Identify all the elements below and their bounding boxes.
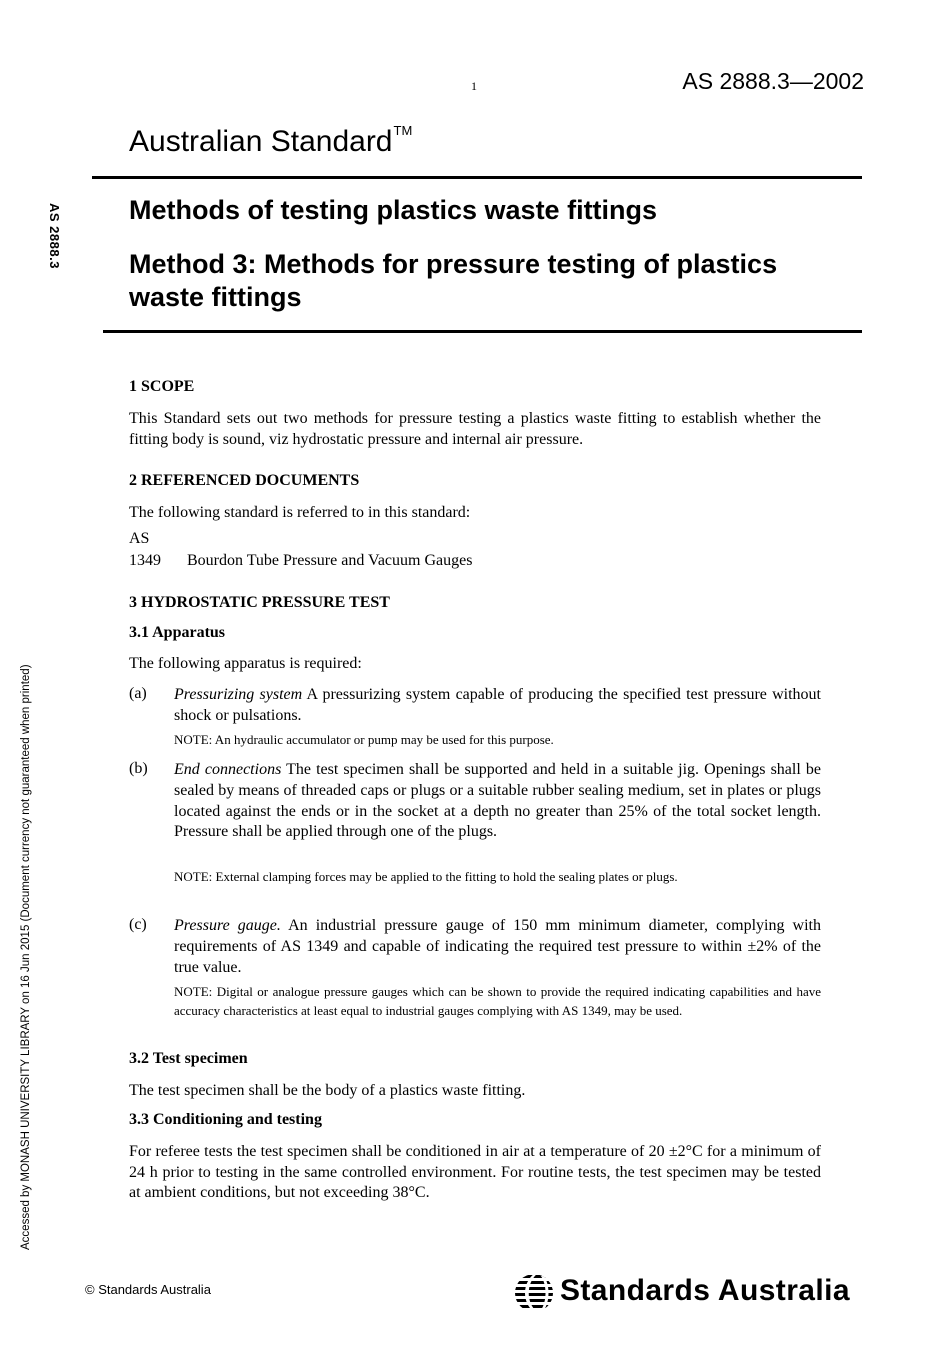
item-b-term: End connections — [174, 761, 282, 778]
item-c-term: Pressure gauge. — [174, 917, 281, 934]
document-title: Methods of testing plastics waste fittings — [129, 195, 658, 225]
refs-prefix: AS — [129, 530, 150, 547]
item-c-letter: (c) — [129, 916, 147, 933]
standards-australia-globe-icon — [514, 1273, 554, 1318]
item-c-text — [174, 916, 821, 978]
refs-title: Bourdon Tube Pressure and Vacuum Gauges — [187, 552, 473, 569]
scope-text: This Standard sets out two methods for pressure testing a plastics waste fitting to establish whether the fitting body is sound, viz hydrostatic pressure and internal air pressure. — [129, 410, 821, 448]
item-a-body: A pressurizing system capable of producing the specified test pressure without shock or pulsations. — [174, 686, 821, 724]
apparatus-heading: 3.1 Apparatus — [129, 624, 226, 641]
standard-number: AS 2888.3—2002 — [682, 68, 864, 94]
logo-wordmark: Standards Australia — [560, 1274, 850, 1307]
item-a-letter: (a) — [129, 685, 147, 702]
bottom-rule — [103, 330, 862, 333]
refs-intro: The following standard is referred to in this standard: — [129, 504, 471, 521]
item-a-text — [174, 685, 821, 727]
top-rule — [92, 176, 862, 179]
item-c-note: NOTE: Digital or analogue pressure gauges which can be shown to provide the required indicating capabilities and have accuracy characteristics at least equal to industrial gauges complying with AS 1349, may be used. — [174, 984, 821, 1018]
conditioning-text: For referee tests the test specimen shall be conditioned in air at a temperature of 20 ±2°C for a minimum of 24 h prior to testing in the same controlled environment. For routine tests, the test specimen may be tested at ambient conditions, but not exceeding 38°C. — [129, 1143, 821, 1201]
footer-copyright: © Standards Australia — [85, 1282, 211, 1297]
item-b-note: NOTE: External clamping forces may be applied to the fitting to hold the sealing plates or plugs. — [174, 869, 678, 884]
trademark-mark: TM — [393, 123, 413, 138]
conditioning-heading: 3.3 Conditioning and testing — [129, 1111, 322, 1128]
item-b-body: The test specimen shall be supported and held in a suitable jig. Openings shall be sealed by means of threaded caps or plugs or a suitable rubber sealing medium, set in plates or plugs located against the ends or in the socket at a depth no greater than 25% of the total socket length. Pressure shall be applied through one of the plugs. — [174, 761, 821, 841]
access-notice: Accessed by MONASH UNIVERSITY LIBRARY on 16 Jun 2015 (Document currency not guaranteed when printed) — [20, 664, 32, 1250]
spine-label: AS 2888.3 — [47, 203, 62, 269]
refs-number: 1349 — [129, 552, 161, 569]
hydrostatic-heading: 3 HYDROSTATIC PRESSURE TEST — [129, 594, 390, 611]
item-c-body: An industrial pressure gauge of 150 mm minimum diameter, complying with requirements of AS 1349 and capable of indicating the required test pressure to within ±2% of the true value. — [174, 917, 822, 976]
specimen-heading: 3.2 Test specimen — [129, 1050, 248, 1067]
scope-heading: 1 SCOPE — [129, 378, 195, 395]
apparatus-intro: The following apparatus is required: — [129, 655, 362, 672]
item-a-note: NOTE: An hydraulic accumulator or pump may be used for this purpose. — [174, 732, 554, 747]
item-b-letter: (b) — [129, 760, 148, 777]
brand-name: Australian Standard — [129, 125, 393, 158]
specimen-text: The test specimen shall be the body of a plastics waste fitting. — [129, 1082, 526, 1099]
page-number: 1 — [471, 79, 477, 93]
item-b-text — [174, 760, 821, 843]
brand-heading — [129, 125, 412, 159]
refs-heading: 2 REFERENCED DOCUMENTS — [129, 472, 360, 489]
item-a-term: Pressurizing system — [174, 686, 303, 703]
document-subtitle: Method 3: Methods for pressure testing of plastics waste fittings — [129, 249, 778, 312]
